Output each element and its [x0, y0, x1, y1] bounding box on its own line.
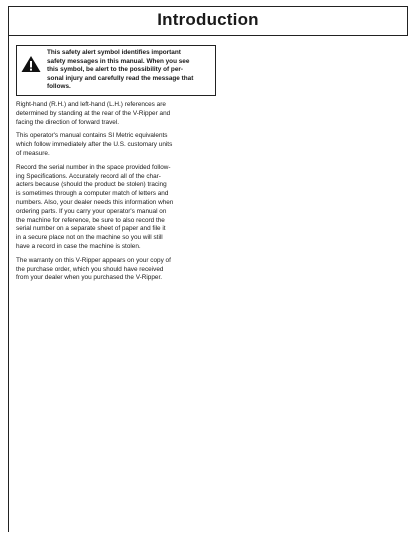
- text-line: which follow immediately after the U.S. customary units: [16, 141, 173, 149]
- text-line: serial number on a separate sheet of paper and file it: [16, 225, 166, 233]
- safety-alert-box: [16, 45, 216, 96]
- text-line: from your dealer when you purchased the V-Ripper.: [16, 274, 163, 282]
- text-line: The warranty on this V-Ripper appears on your copy of: [16, 256, 171, 264]
- paragraph-metric: [16, 132, 216, 158]
- text-line: facing the direction of forward travel.: [16, 118, 120, 126]
- text-line: determined by standing at the rear of the V-Ripper and: [16, 109, 171, 117]
- text-line: ing Specifications. Accurately record all of the char-: [16, 172, 161, 180]
- safety-alert-message: [47, 49, 211, 92]
- text-line: Record the serial number in the space provided follow-: [16, 163, 171, 171]
- safety-line: sonal injury and carefully read the message that: [47, 74, 194, 82]
- text-line: ordering parts. If you carry your operator's manual on: [16, 207, 167, 215]
- left-margin-rule: [8, 36, 9, 532]
- paragraph-warranty: [16, 257, 216, 283]
- text-line: This operator's manual contains SI Metric equivalents: [16, 132, 168, 140]
- page-header: [8, 6, 408, 36]
- text-line: the purchase order, which you should have received: [16, 265, 164, 273]
- page-title: Introduction: [157, 10, 259, 29]
- safety-line: safety messages in this manual. When you see: [47, 57, 190, 65]
- paragraph-rh-lh: [16, 101, 216, 127]
- warning-triangle-icon: [21, 55, 41, 73]
- text-line: acters because (should the product be stolen) tracing: [16, 181, 167, 189]
- text-line: have a record in case the machine is stolen.: [16, 242, 141, 250]
- safety-line: this symbol, be alert to the possibility of per-: [47, 66, 183, 74]
- text-line: in a secure place not on the machine so you will still: [16, 234, 163, 242]
- text-line: numbers. Also, your dealer needs this information when: [16, 198, 174, 206]
- safety-line: This safety alert symbol identifies important: [47, 49, 181, 56]
- page-content: [16, 45, 216, 288]
- text-line: is sometimes through a computer match of letters and: [16, 190, 169, 198]
- text-line: Right-hand (R.H.) and left-hand (L.H.) references are: [16, 100, 166, 108]
- text-line: of measure.: [16, 149, 50, 157]
- safety-line: follows.: [47, 83, 71, 91]
- text-line: the machine for reference, be sure to also record the: [16, 216, 165, 224]
- paragraph-serial-number: [16, 164, 216, 252]
